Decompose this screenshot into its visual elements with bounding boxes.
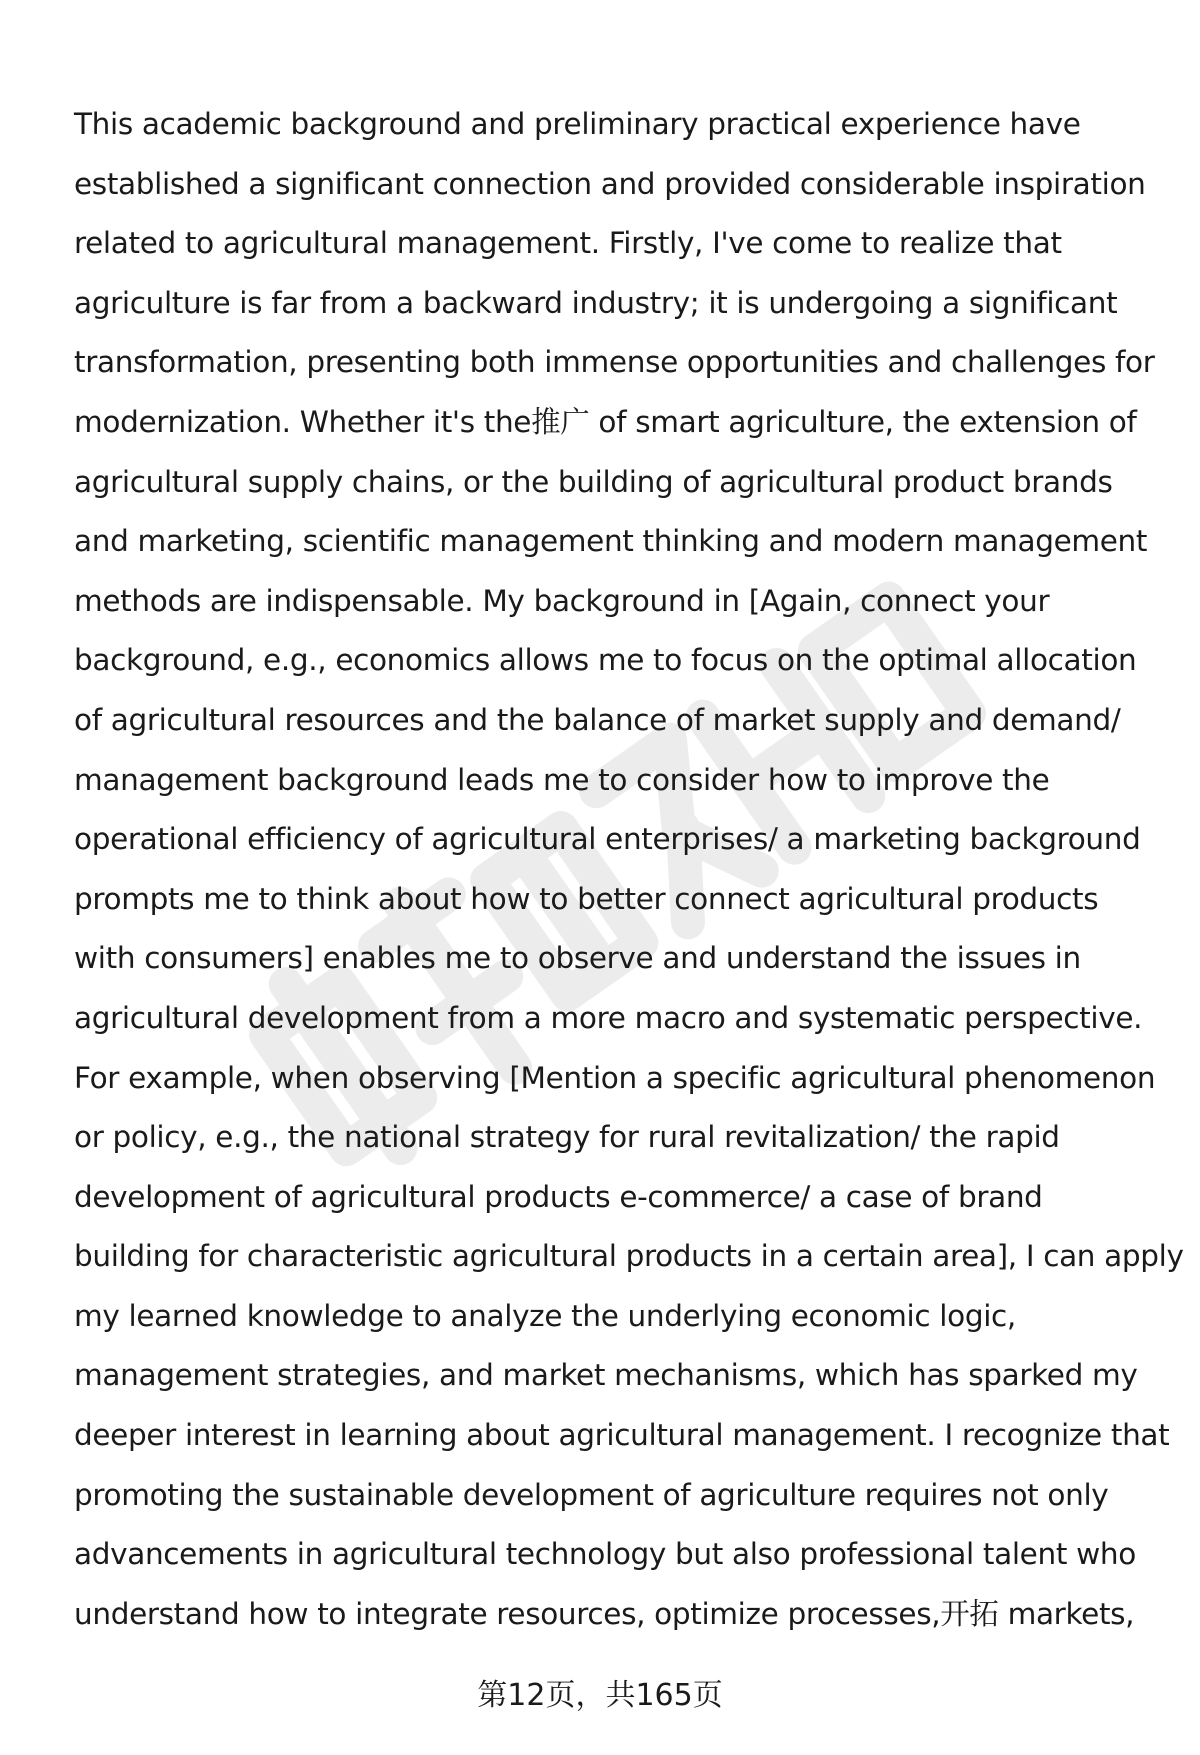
text-line: transformation, presenting both immense opportunities and challenges for [74,345,1155,380]
text-line: management strategies, and market mechanisms, which has sparked my [74,1358,1138,1393]
text-line: related to agricultural management. Firstly, I've come to realize that [74,226,1062,261]
text-line: established a significant connection and provided considerable inspiration [74,166,1146,201]
page-number-footer: 第12页，共165页 [477,1678,723,1713]
text-line: modernization. Whether it's the推广 of smart agriculture, the extension of [74,404,1137,439]
text-line: agricultural supply chains, or the building of agricultural product brands [74,464,1113,499]
body-paragraph [74,95,1184,1644]
text-line: agriculture is far from a backward industry; it is undergoing a significant [74,285,1118,320]
text-line: promoting the sustainable development of agriculture requires not only [74,1477,1109,1512]
text-line: deeper interest in learning about agricultural management. I recognize that [74,1418,1170,1453]
text-line: methods are indispensable. My background in [Again, connect your [74,583,1050,618]
text-line: background, e.g., economics allows me to focus on the optimal allocation [74,643,1137,678]
text-line: of agricultural resources and the balance of market supply and demand/ [74,702,1121,737]
text-line: This academic background and preliminary practical experience have [74,107,1081,141]
text-line: agricultural development from a more macro and systematic perspective. [74,1000,1143,1035]
text-line: management background leads me to consider how to improve the [74,762,1050,797]
text-line: advancements in agricultural technology but also professional talent who [74,1537,1136,1572]
text-line: For example, when observing [Mention a specific agricultural phenomenon [74,1060,1156,1095]
text-line: and marketing, scientific management thinking and modern management [74,524,1148,559]
text-line: or policy, e.g., the national strategy for rural revitalization/ the rapid [74,1120,1060,1155]
text-line: with consumers] enables me to observe and understand the issues in [74,941,1081,976]
text-line: building for characteristic agricultural products in a certain area], I can apply [74,1239,1184,1274]
text-line: understand how to integrate resources, optimize processes,开拓 markets, [74,1596,1135,1631]
text-line: prompts me to think about how to better connect agricultural products [74,881,1099,916]
text-line: development of agricultural products e-commerce/ a case of brand [74,1179,1043,1214]
text-line: operational efficiency of agricultural enterprises/ a marketing background [74,822,1141,857]
text-line: my learned knowledge to analyze the underlying economic logic, [74,1298,1016,1333]
